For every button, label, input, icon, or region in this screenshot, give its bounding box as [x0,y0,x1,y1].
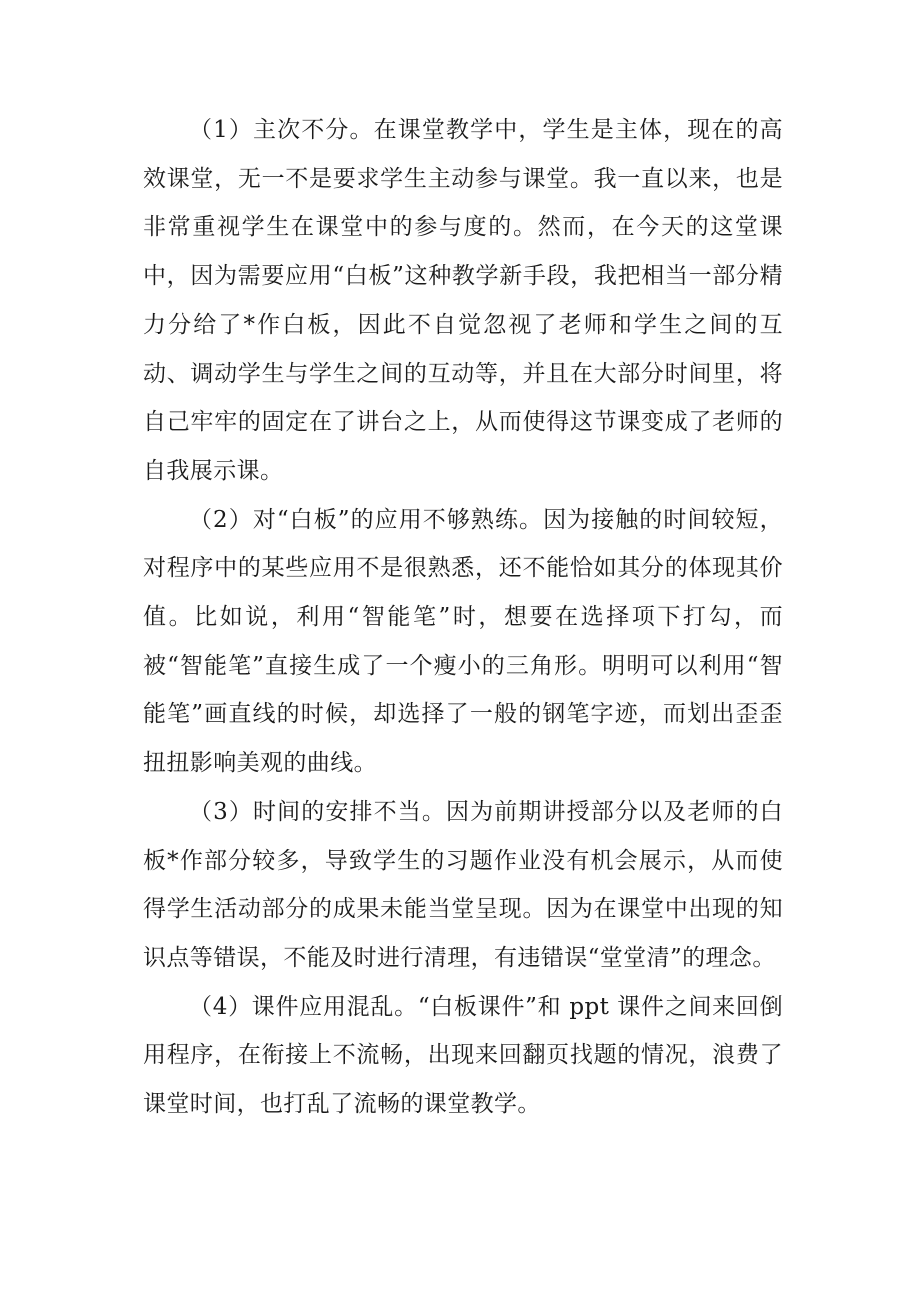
paragraph-3-number: （3） [189,798,254,825]
paragraph-4 [143,983,783,1129]
paragraph-2-text: 对“白板”的应用不够熟练。因为接触的时间较短，对程序中的某些应用不是很熟悉，还不能恰如其分的体现其价值。比如说，利用“智能笔”时，想要在选择项下打勾，而被“智能笔”直接生成了一个瘦小的三角形。明明可以利用“智能笔”画直线的时候，却选择了一般的钢笔字迹，而划出歪歪扭扭影响美观的曲线。 [143,506,783,777]
paragraph-2 [143,496,783,788]
paragraph-1-text: 主次不分。在课堂教学中，学生是主体，现在的高效课堂，无一不是要求学生主动参与课堂。我一直以来，也是非常重视学生在课堂中的参与度的。然而，在今天的这堂课中，因为需要应用“白板”这种教学新手段，我把相当一部分精力分给了*作白板，因此不自觉忽视了老师和学生之间的互动、调动学生与学生之间的互动等，并且在大部分时间里，将自己牢牢的固定在了讲台之上，从而使得这节课变成了老师的自我展示课。 [143,117,783,484]
paragraph-3-text: 时间的安排不当。因为前期讲授部分以及老师的白板*作部分较多，导致学生的习题作业没有机会展示，从而使得学生活动部分的成果未能当堂呈现。因为在课堂中出现的知识点等错误，不能及时进行清理，有违错误“堂堂清”的理念。 [143,798,783,971]
paragraph-1 [143,106,783,496]
paragraph-3 [143,788,783,983]
paragraph-4-number: （4） [189,993,252,1020]
paragraph-4-text: 课件应用混乱。“白板课件”和 ppt 课件之间来回倒用程序，在衔接上不流畅，出现来回翻页找题的情况，浪费了课堂时间，也打乱了流畅的课堂教学。 [143,993,783,1118]
paragraph-1-number: （1） [189,117,254,143]
document-body [143,106,783,1129]
paragraph-2-number: （2） [189,506,253,533]
